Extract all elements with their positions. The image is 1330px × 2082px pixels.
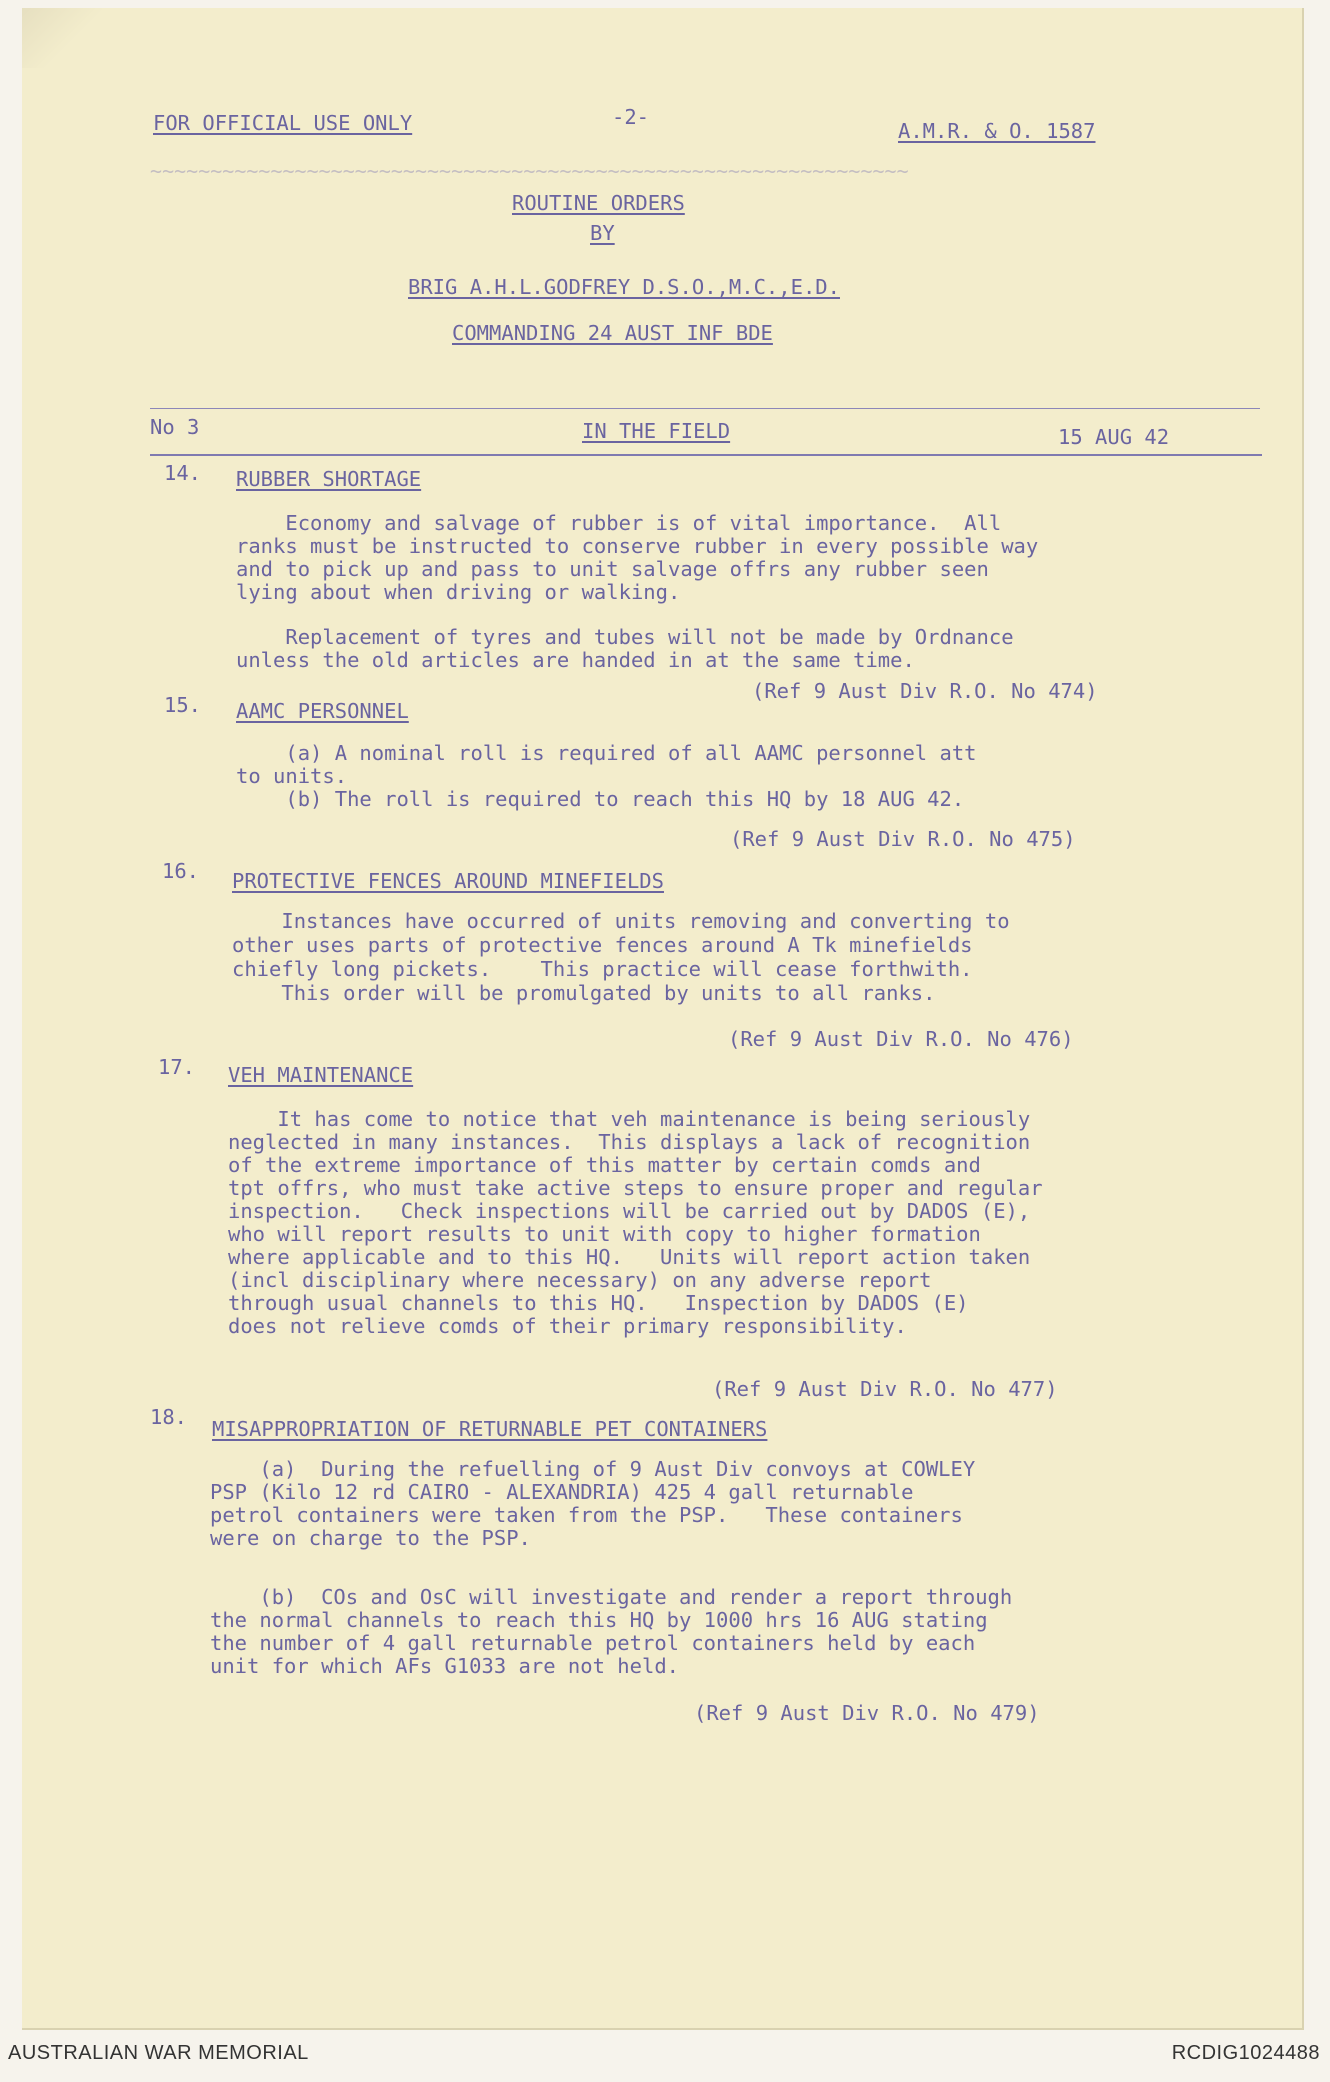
item-line: chiefly long pickets. This practice will cease forthwith.	[232, 957, 973, 981]
item-line: (incl disciplinary where necessary) on any adverse report	[228, 1268, 932, 1292]
item-line: Instances have occurred of units removing and converting to	[232, 909, 1010, 933]
item-number: 14.	[164, 461, 202, 485]
item-line: where applicable and to this HQ. Units will report action taken	[228, 1245, 1031, 1269]
document-title: ROUTINE ORDERS	[512, 191, 685, 215]
item-reference: (Ref 9 Aust Div R.O. No 479)	[694, 1701, 1040, 1725]
item-heading: RUBBER SHORTAGE	[236, 467, 422, 491]
header-rule-top	[150, 408, 1260, 409]
item-number: 15.	[164, 693, 202, 717]
folded-corner	[22, 8, 102, 68]
by-line: BY	[590, 221, 615, 245]
footer-institution: AUSTRALIAN WAR MEMORIAL	[8, 2042, 309, 2064]
item-line: the normal channels to reach this HQ by 1000 hrs 16 AUG stating	[210, 1608, 988, 1632]
official-use-label: FOR OFFICIAL USE ONLY	[153, 111, 413, 135]
item-line: (b) The roll is required to reach this HQ by 18 AUG 42.	[236, 787, 965, 811]
item-line: inspection. Check inspections will be carried out by DADOS (E),	[228, 1199, 1031, 1223]
item-line: through usual channels to this HQ. Inspection by DADOS (E)	[228, 1291, 969, 1315]
item-line: unless the old articles are handed in at the same time.	[236, 648, 915, 672]
item-line: neglected in many instances. This displays a lack of recognition	[228, 1130, 1031, 1154]
commanding-line: COMMANDING 24 AUST INF BDE	[452, 321, 773, 345]
item-number: 17.	[158, 1055, 196, 1079]
document-sheet	[22, 8, 1304, 2030]
item-number: 18.	[150, 1405, 188, 1429]
item-line: It has come to notice that veh maintenance is being seriously	[228, 1107, 1031, 1131]
item-line: to units.	[236, 764, 348, 788]
item-line: unit for which AFs G1033 are not held.	[210, 1654, 679, 1678]
item-number: 16.	[162, 859, 200, 883]
commander-name: BRIG A.H.L.GODFREY D.S.O.,M.C.,E.D.	[408, 275, 840, 299]
item-heading: AAMC PERSONNEL	[236, 699, 409, 723]
item-reference: (Ref 9 Aust Div R.O. No 474)	[752, 679, 1098, 703]
item-line: who will report results to unit with copy to higher formation	[228, 1222, 981, 1246]
item-line: tpt offrs, who must take active steps to ensure proper and regular	[228, 1176, 1043, 1200]
item-line: PSP (Kilo 12 rd CAIRO - ALEXANDRIA) 425 4 gall returnable	[210, 1480, 914, 1504]
page-marker: -2-	[612, 105, 650, 129]
item-line: does not relieve comds of their primary responsibility.	[228, 1314, 907, 1338]
item-line: (a) During the refuelling of 9 Aust Div convoys at COWLEY	[210, 1457, 976, 1481]
issue-date: 15 AUG 42	[1058, 425, 1170, 449]
header-rule-bottom	[150, 454, 1262, 456]
item-line: lying about when driving or walking.	[236, 580, 681, 604]
item-line: Economy and salvage of rubber is of vital importance. All	[236, 511, 1002, 535]
issue-location: IN THE FIELD	[582, 419, 731, 443]
item-reference: (Ref 9 Aust Div R.O. No 476)	[728, 1027, 1074, 1051]
item-line: ranks must be instructed to conserve rubber in every possible way	[236, 534, 1039, 558]
item-line: (a) A nominal roll is required of all AAMC personnel att	[236, 741, 977, 765]
item-line: (b) COs and OsC will investigate and render a report through	[210, 1585, 1013, 1609]
item-line: the number of 4 gall returnable petrol containers held by each	[210, 1631, 976, 1655]
item-reference: (Ref 9 Aust Div R.O. No 475)	[730, 827, 1076, 851]
item-line: This order will be promulgated by units to all ranks.	[232, 981, 936, 1005]
item-reference: (Ref 9 Aust Div R.O. No 477)	[712, 1377, 1058, 1401]
item-heading: PROTECTIVE FENCES AROUND MINEFIELDS	[232, 869, 664, 893]
reverse-bleed: ~~~~~~~~~~~~~~~~~~~~~~~~~~~~~~~~~~~~~~~~~~~~~~~~~~~~~~~~~~~~~~~	[150, 160, 909, 184]
item-line: were on charge to the PSP.	[210, 1526, 531, 1550]
item-line: Replacement of tyres and tubes will not be made by Ordnance	[236, 625, 1014, 649]
amr-reference: A.M.R. & O. 1587	[898, 119, 1096, 143]
item-heading: MISAPPROPRIATION OF RETURNABLE PET CONTAINERS	[212, 1417, 768, 1441]
footer-catalogue-id: RCDIG1024488	[1171, 2042, 1320, 2064]
item-line: petrol containers were taken from the PSP. These containers	[210, 1503, 963, 1527]
item-heading: VEH MAINTENANCE	[228, 1063, 414, 1087]
item-line: of the extreme importance of this matter by certain comds and	[228, 1153, 981, 1177]
issue-number: No 3	[150, 415, 200, 439]
item-line: and to pick up and pass to unit salvage offrs any rubber seen	[236, 557, 989, 581]
item-line: other uses parts of protective fences around A Tk minefields	[232, 933, 973, 957]
